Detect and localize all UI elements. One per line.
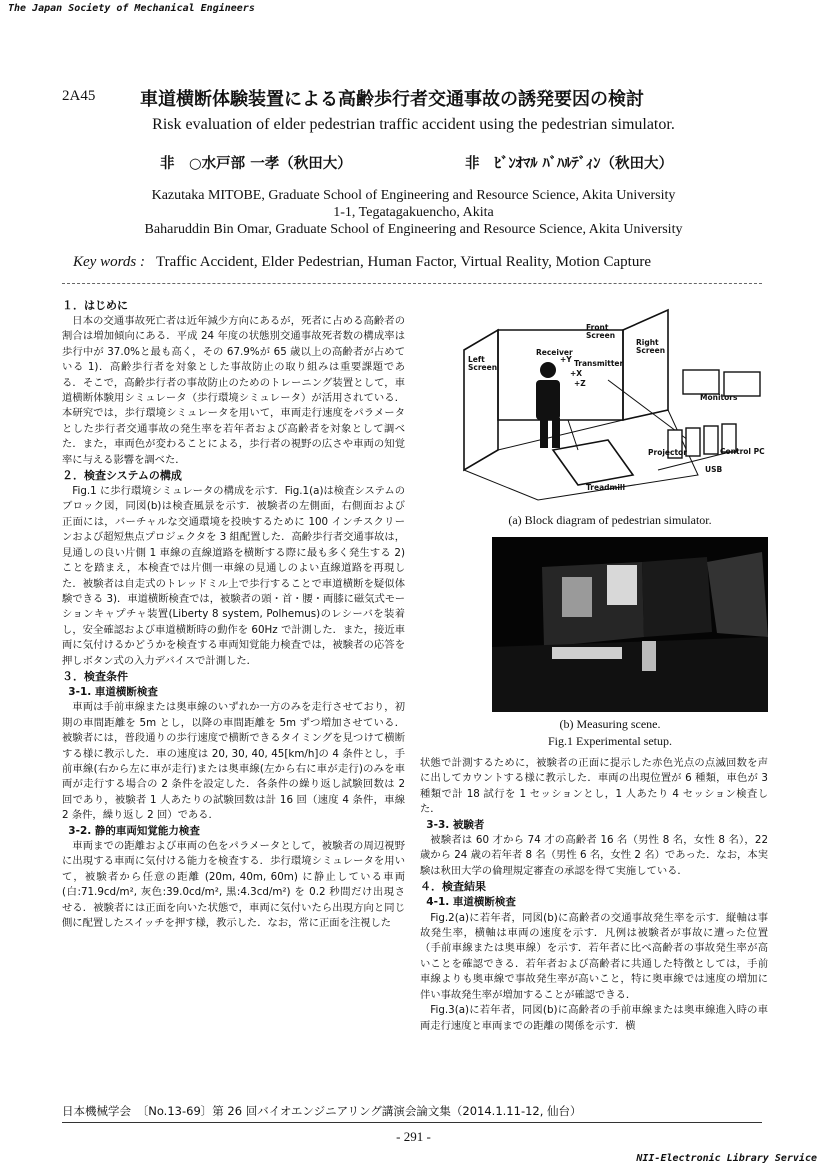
section-3-3-heading: 3-3. 被験者 bbox=[426, 818, 485, 831]
title-en: Risk evaluation of elder pedestrian traffic accident using the pedestrian simulator. bbox=[152, 116, 675, 133]
library-footer: NII-Electronic Library Service bbox=[636, 1153, 817, 1164]
section-2-text: Fig.1 に歩行環境シミュレータの構成を示す．Fig.1(a)は検査システムのブロック図，同図(b)は検査風景を示す．被験者の左側面，右側面および正面には，バーチャルな交通環境を投映するために 100 インチスクリーンおよび超短焦点プロジェクタを 3 組配置した．高齢歩行者交通事故は，見通しの良い片側 1 車線の直線道路を横断する際に最も多く発生する 2) ことを踏まえ，本検査では片側一車線の見通しのよい直線道路を再現した．被験者は自走式のトレッドミル上で歩行することで車道横断を疑似体験できる 3)．車道横断検査では，被験者の頭・首・腰・両膝に磁気式モーションキャプチャ装置(Liberty 8 system, Polhemus)のレシーバを装着し，安全確認および車道横断時の動作を 60Hz で計測した．また，接近車両に気付けるかどうかを検査する車両知覚能力検査では，被験者の応答を押しボタン式の入力デバイスで計測した． bbox=[62, 485, 405, 667]
label-receiver: Receiver bbox=[536, 348, 573, 357]
paper-number: 2A45 bbox=[62, 88, 96, 104]
projector-pc-2 bbox=[686, 428, 700, 456]
left-screen-panel bbox=[464, 330, 498, 470]
section-1-text: 日本の交通事故死亡者は近年減少方向にあるが，死者に占める高齢者の割合は増加傾向にある．平成 24 年度の状態別交通事故死者数の構成率は歩行中が 37.0%と最も高く，その 67.9%が 65 歳以上の高齢者が占めている 1)．高齢歩行者を対象とした事故防止の取り組みは重要課題である．そこで，高齢歩行者の事故防止のためのトレーニング装置として，車道横断体験用シミュレータ（歩行環境シミュレータ）が活用されている．本研究では，歩行環境シミュレータを用いて，車両走行速度をパラメータとした歩行者交通事故の発生率を若年者および高齢者を対象として調べた．また，車両色が変わることによる，歩行者の視野の広さや車両の知覚率に与える影響を調べた． bbox=[62, 315, 405, 466]
measuring-scene-photo bbox=[492, 537, 768, 712]
monitor-1 bbox=[683, 370, 719, 394]
right-column bbox=[420, 756, 768, 1034]
section-4-1-text-a: Fig.2(a)に若年者，同図(b)に高齢者の交通事故発生率を示す．縦軸は事故発生率，横軸は車両の速度を示す．凡例は被験者が事故に遭った位置（手前車線または奥車線）を示す．若年者に比べ高齢者の事故発生率が高いことを確認できる．若年者および高齢者に共通した特徴としては，手前車線よりも奥車線で事故発生率が高いこと，特に奥車線では速度の増加に伴い事故発生率が増加することが確認できる． bbox=[420, 911, 768, 1001]
block-diagram-drawing bbox=[458, 300, 770, 505]
measuring-scene-drawing bbox=[492, 537, 768, 712]
right-screen-panel bbox=[623, 310, 668, 420]
footer-rule bbox=[62, 1122, 762, 1123]
section-4-1-text-b: Fig.3(a)に若年者，同図(b)に高齢者の手前車線または奥車線進入時の車両走行速度と車両までの距離の関係を示す．横 bbox=[420, 1004, 768, 1032]
caption-a: (a) Block diagram of pedestrian simulator. bbox=[508, 513, 712, 527]
section-4-heading: ４．検査結果 bbox=[420, 880, 486, 894]
section-4-1-heading: 4-1. 車道横断検査 bbox=[426, 896, 516, 909]
page-number: - 291 - bbox=[396, 1129, 431, 1144]
section-3-3-text: 被験者は 60 才から 74 才の高齢者 16 名（男性 8 名，女性 8 名），22 歳から 24 歳の若年者 8 名（男性 6 名，女性 2 名）であった．なお，本実験は秋田大学の倫理規定審査の承認を得て実施している． bbox=[420, 834, 768, 877]
section-1-heading: １．はじめに bbox=[62, 299, 128, 312]
author1: 非 ○水戸部 一孝（秋田大） bbox=[160, 156, 352, 172]
label-transmitter: Transmitter bbox=[574, 359, 624, 368]
front-screen-panel bbox=[498, 330, 623, 420]
section-3-heading: ３．検査条件 bbox=[62, 669, 128, 683]
caption-b: (b) Measuring scene. bbox=[559, 717, 661, 731]
label-projector: Projector bbox=[648, 448, 687, 457]
label-right: Right Screen bbox=[636, 338, 666, 355]
caption-fig1: Fig.1 Experimental setup. bbox=[548, 734, 672, 748]
block-diagram bbox=[458, 300, 770, 505]
label-y: +Y bbox=[560, 355, 572, 364]
left-column bbox=[62, 298, 405, 931]
section-3-1-text: 車両は手前車線または奥車線のいずれか一方のみを走行させており，初期の車間距離を 5m とし，以降の車間距離を 5m ずつ増加させている．被験者には，普段通りの歩行速度で横断できるタイミングを見つけて横断する様に教示した．車の速度は 20, 30, 40, 45[km/h]の 4 条件とし，手前車線(右から左に車が走行)または奥車線(左から右に車が走行)のみを車両が走行する場合の 2 条件を設定した．各条件の繰り返し試験回数は 2 回であり，被験者 1 人あたりの試験回数は計 16 回（速度 4 条件，車線 2 条件，繰り返し 2 回）である． bbox=[62, 701, 405, 822]
keywords-text: Traffic Accident, Elder Pedestrian, Human Factor, Virtual Reality, Motion Capture bbox=[155, 254, 651, 270]
proceedings-footer: 日本機械学会 〔No.13-69〕第 26 回バイオエンジニアリング講演会論文集（2014.1.11-12, 仙台） bbox=[62, 1104, 582, 1118]
label-z: +Z bbox=[574, 379, 586, 388]
affiliations bbox=[0, 187, 827, 238]
keywords-label: Key words : bbox=[73, 254, 145, 270]
title-ja: 車道横断体験装置による高齢歩行者交通事故の誘発要因の検討 bbox=[140, 89, 644, 110]
author2: 非 ﾋﾞﾝｵﾏﾙ ﾊﾞﾊﾙﾃﾞｨﾝ（秋田大） bbox=[465, 156, 674, 172]
section-3-2-text: 車両までの距離および車両の色をパラメータとして，被験者の周辺視野に出現する車両に気付ける能力を検査する．歩行環境シミュレータを用いて，被験者から任意の距離 (20m, 40m, 60m) に静止している車両 (白:71.9cd/m², 灰色:39.0cd/m², 黒:4.3cd/m²) を 0.2 秒間だけ出現させる．被験者には正面を向いた状態で，車両に気付いたら出現方向と同じ側に配置したスイッチを押す様，教示した．なお，常に正面を注視した bbox=[62, 840, 405, 930]
header-rule bbox=[62, 283, 762, 284]
projector-pc-3 bbox=[704, 426, 718, 454]
keywords bbox=[73, 254, 651, 271]
label-x: +X bbox=[570, 369, 583, 378]
section-3-2-heading: 3-2. 静的車両知覚能力検査 bbox=[68, 824, 200, 837]
section-3-2-continued: 状態で計測するために，被験者の正面に提示した赤色光点の点滅回数を声に出してカウントする様に教示した．車両の出現位置が 6 種類，車色が 3 種類で計 18 試行を 1 セッションとし，1 人あたり 4 セッション検査した． bbox=[420, 757, 768, 816]
label-left: Left Screen bbox=[468, 355, 498, 372]
label-front: Front Screen bbox=[586, 323, 616, 340]
affil-line-3: Baharuddin Bin Omar, Graduate School of Engineering and Resource Science, Akita University bbox=[144, 222, 683, 237]
affil-line-1: Kazutaka MITOBE, Graduate School of Engineering and Resource Science, Akita University bbox=[151, 188, 676, 203]
affil-line-2: 1-1, Tegatagakuencho, Akita bbox=[333, 205, 494, 220]
section-3-1-heading: 3-1. 車道横断検査 bbox=[68, 685, 158, 698]
person-figure bbox=[536, 362, 560, 448]
label-control: Control PC bbox=[720, 447, 765, 456]
label-usb: USB bbox=[705, 465, 723, 474]
treadmill-shape bbox=[553, 440, 633, 485]
society-header: The Japan Society of Mechanical Engineers bbox=[8, 3, 255, 14]
section-2-heading: ２．検査システムの構成 bbox=[62, 469, 182, 483]
label-treadmill: Treadmill bbox=[586, 483, 626, 492]
label-monitors: Monitors bbox=[700, 393, 738, 402]
